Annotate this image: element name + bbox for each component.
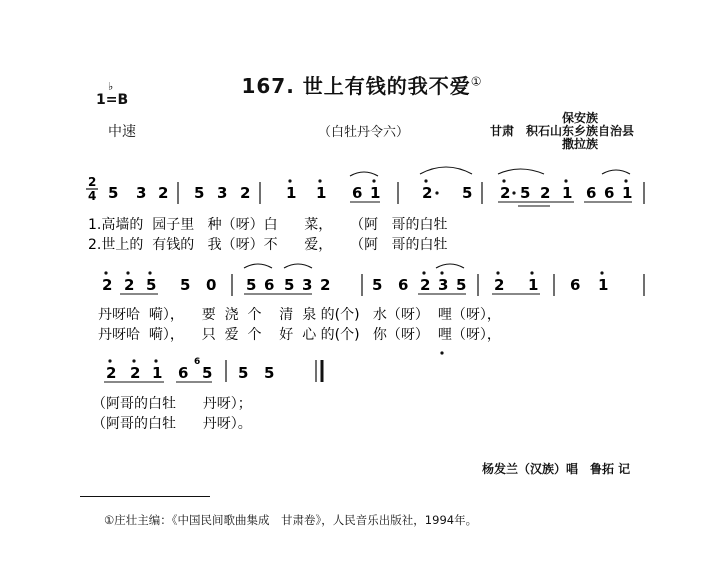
svg-text:1: 1 (286, 184, 297, 202)
score-line-3 (104, 357, 322, 382)
svg-text:2: 2 (500, 184, 511, 202)
svg-text:6: 6 (586, 184, 597, 202)
svg-text:1: 1 (316, 184, 327, 202)
svg-text:0: 0 (206, 276, 217, 294)
svg-text:2: 2 (106, 364, 117, 382)
svg-text:2: 2 (494, 276, 505, 294)
lyric-line2-verse2: 丹呀哈 嗬）， 只 爱 个 好 心 的(个) 你（呀） 哩（呀）， (98, 327, 501, 343)
svg-text:6: 6 (604, 184, 615, 202)
svg-text:5: 5 (194, 184, 205, 202)
svg-text:2: 2 (540, 184, 551, 202)
footnote-text: ①庄壮主编：《中国民间歌曲集成 甘肃卷》，人民音乐出版社，1994年。 (104, 513, 478, 527)
origin-ethnicity-2: 撒拉族 (562, 137, 599, 151)
svg-text:1: 1 (562, 184, 573, 202)
svg-text:5: 5 (108, 184, 119, 202)
lyric-line1-verse2: 2.世上的 有钱的 我（呀）不 爱， （阿 哥的白牡 (88, 237, 448, 253)
time-sig-bottom: 4 (88, 189, 97, 203)
origin-region: 甘肃 积石山东乡族自治县 (490, 124, 635, 138)
tempo-marking: 中速 (108, 124, 136, 140)
svg-text:2: 2 (422, 184, 433, 202)
svg-text:5: 5 (520, 184, 531, 202)
time-sig-top: 2 (88, 175, 97, 189)
svg-text:1: 1 (622, 184, 633, 202)
song-subtitle: （白牡丹令六） (318, 125, 410, 140)
svg-text:6: 6 (352, 184, 363, 202)
svg-text:6: 6 (398, 276, 409, 294)
svg-text:2: 2 (124, 276, 135, 294)
svg-text:5: 5 (238, 364, 249, 382)
lyric-line3-verse2: （阿哥的白牡 丹呀）。 (92, 416, 252, 432)
flat-sign: ♭ (108, 80, 114, 93)
lyric-line2-verse1: 丹呀哈 嗬）， 要 浇 个 清 泉 的(个) 水（呀） 哩（呀）， (98, 307, 501, 323)
svg-text:3: 3 (438, 276, 449, 294)
song-title-text: 世上有钱的我不爱 (302, 74, 471, 98)
score-line-1 (108, 167, 644, 206)
svg-text:1: 1 (370, 184, 381, 202)
svg-text:2: 2 (240, 184, 251, 202)
svg-text:2: 2 (158, 184, 169, 202)
svg-text:2: 2 (320, 276, 331, 294)
svg-text:6: 6 (264, 276, 275, 294)
song-number: 167. (241, 74, 295, 98)
lyric-line3-verse1: （阿哥的白牡 丹呀）； (92, 396, 252, 412)
svg-text:3: 3 (302, 276, 313, 294)
svg-text:5: 5 (264, 364, 275, 382)
svg-text:2: 2 (102, 276, 113, 294)
svg-text:5: 5 (456, 276, 467, 294)
svg-text:6: 6 (570, 276, 581, 294)
svg-text:3: 3 (217, 184, 228, 202)
svg-text:1: 1 (152, 364, 163, 382)
key-label: 1=B (96, 92, 129, 108)
svg-text:6: 6 (194, 357, 201, 367)
svg-text:5: 5 (146, 276, 157, 294)
svg-text:5: 5 (462, 184, 473, 202)
svg-text:1: 1 (528, 276, 539, 294)
svg-text:5: 5 (246, 276, 257, 294)
svg-text:5: 5 (284, 276, 295, 294)
svg-text:5: 5 (372, 276, 383, 294)
svg-text:2: 2 (420, 276, 431, 294)
svg-text:5: 5 (202, 364, 213, 382)
svg-text:5: 5 (180, 276, 191, 294)
svg-text:6: 6 (178, 364, 189, 382)
svg-text:3: 3 (136, 184, 147, 202)
lyric-line1-verse1: 1.高墙的 园子里 种（呀）白 菜， （阿 哥的白牡 (88, 217, 448, 233)
svg-text:1: 1 (598, 276, 609, 294)
footnote-mark: ① (470, 74, 483, 89)
footnote-divider (80, 496, 210, 497)
svg-text:2: 2 (130, 364, 141, 382)
performer-credit: 杨发兰（汉族）唱 鲁拓 记 (482, 462, 631, 476)
origin-ethnicity-1: 保安族 (562, 111, 599, 125)
